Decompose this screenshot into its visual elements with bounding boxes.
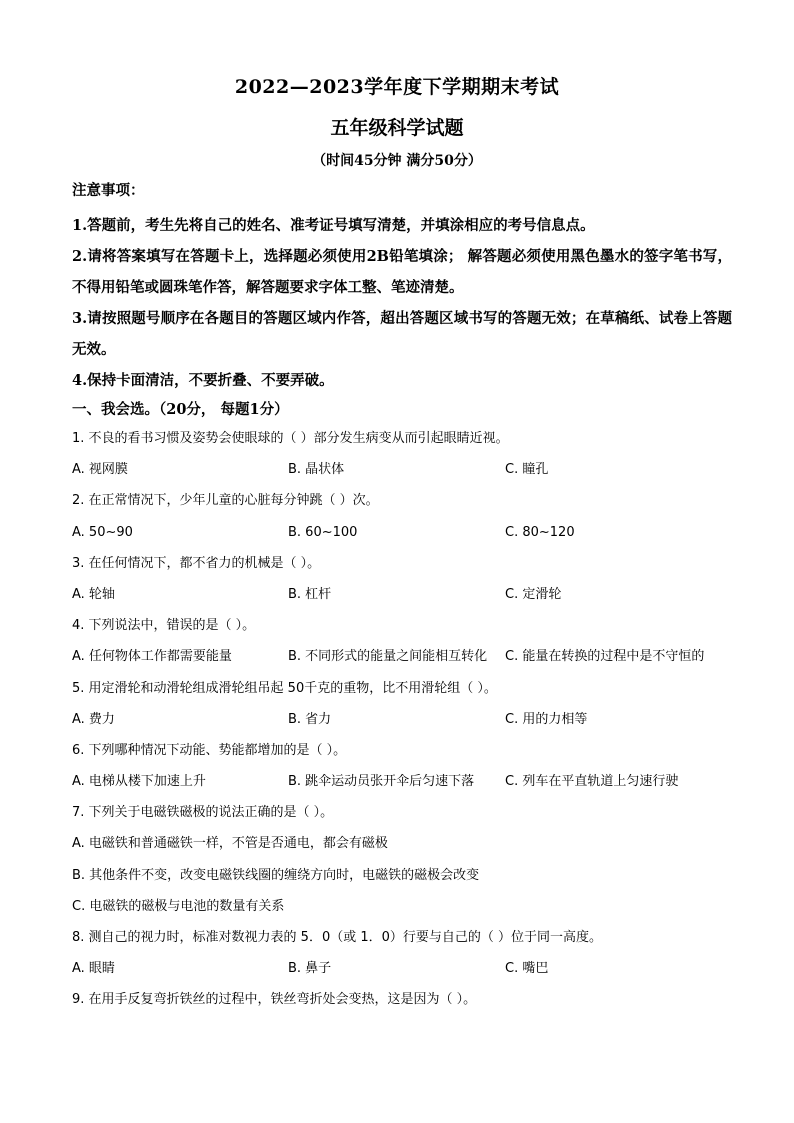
note-item: 1.答题前，考生先将自己的姓名、准考证号填写清楚，并填涂相应的考号信息点。 — [72, 217, 595, 234]
question-stem: 9. 在用手反复弯折铁丝的过程中，铁丝弯折处会变热，这是因为（ ）。 — [72, 992, 477, 1008]
option-b: B. 鼻子 — [288, 961, 332, 977]
option-c: C. 电磁铁的磁极与电池的数量有关系 — [72, 898, 285, 914]
option-c: C. 80~120 — [505, 524, 575, 540]
option-a: A. 电磁铁和普通磁铁一样，不管是否通电，都会有磁极 — [72, 836, 388, 852]
option-c: C. 列车在平直轨道上匀速行驶 — [505, 774, 679, 790]
option-a: A. 轮轴 — [72, 586, 115, 602]
question-options — [72, 646, 732, 677]
question-options — [72, 709, 732, 740]
option-b: B. 跳伞运动员张开伞后匀速下落 — [288, 774, 475, 790]
question-options — [72, 958, 732, 989]
question-stem: 7. 下列关于电磁铁磁极的说法正确的是（ ）。 — [72, 805, 334, 821]
question-stem: 8. 测自己的视力时，标准对数视力表的 5．0（或 1．0）行要与自己的（ ）位于同一高度。 — [72, 930, 603, 945]
question-stem: 5. 用定滑轮和动滑轮组成滑轮组吊起 50千克的重物，比不用滑轮组（ ）。 — [72, 680, 497, 696]
question-options — [72, 522, 732, 553]
option-c: C. 用的力相等 — [505, 711, 588, 727]
option-b: B. 60~100 — [288, 524, 358, 540]
note-item: 2.请将答案填写在答题卡上，选择题必须使用2B铅笔填涂； 解答题必须使用黑色墨水的签字笔书写，不得用铅笔或圆珠笔作答，解答题要求字体工整、笔迹清楚。 — [72, 248, 732, 296]
note-item: 4.保持卡面清洁，不要折叠、不要弄破。 — [72, 372, 334, 389]
option-a: A. 视网膜 — [72, 462, 128, 478]
option-c: C. 嘴巴 — [505, 961, 549, 977]
option-b: B. 其他条件不变，改变电磁铁线圈的缠绕方向时，电磁铁的磁极会改变 — [72, 867, 480, 883]
question-stem: 4. 下列说法中，错误的是（ ）。 — [72, 618, 256, 634]
question-stem: 2. 在正常情况下，少年儿童的心脏每分钟跳（ ）次。 — [72, 493, 379, 509]
option-b: B. 省力 — [288, 711, 332, 727]
option-b: B. 不同形式的能量之间能相互转化 — [288, 649, 488, 665]
option-a: A. 任何物体工作都需要能量 — [72, 649, 232, 665]
option-c: C. 瞳孔 — [505, 462, 549, 478]
question-options — [72, 459, 732, 490]
question-stem: 6. 下列哪种情况下动能、势能都增加的是（ ）。 — [72, 742, 347, 758]
exam-subject: 五年级科学试题 — [330, 117, 464, 139]
option-b: B. 杠杆 — [288, 586, 332, 602]
option-a: A. 费力 — [72, 711, 115, 727]
option-a: A. 眼睛 — [72, 961, 115, 977]
question-stem: 1. 不良的看书习惯及姿势会使眼球的（ ）部分发生病变从而引起眼睛近视。 — [72, 431, 509, 446]
notes-block — [72, 180, 732, 396]
note-item: 3.请按照题号顺序在各题目的答题区域内作答，超出答题区域书写的答题无效；在草稿纸、试卷上答题无效。 — [72, 310, 732, 358]
option-c: C. 能量在转换的过程中是不守恒的 — [505, 649, 705, 665]
option-a: A. 50~90 — [72, 524, 133, 540]
exam-title: 2022—2023学年度下学期期末考试 — [234, 76, 560, 98]
question-options — [72, 584, 732, 615]
question-stem: 3. 在任何情况下，都不省力的机械是（ ）。 — [72, 555, 321, 571]
option-c: C. 定滑轮 — [505, 586, 562, 602]
question-options — [72, 771, 732, 802]
notes-heading: 注意事项： — [72, 182, 145, 199]
option-b: B. 晶状体 — [288, 462, 345, 478]
section-heading: 一、我会选。（20分， 每题1分） — [72, 401, 289, 418]
exam-meta: （时间45分钟 满分50分） — [312, 153, 482, 169]
option-a: A. 电梯从楼下加速上升 — [72, 774, 206, 790]
question-list — [72, 428, 732, 1021]
